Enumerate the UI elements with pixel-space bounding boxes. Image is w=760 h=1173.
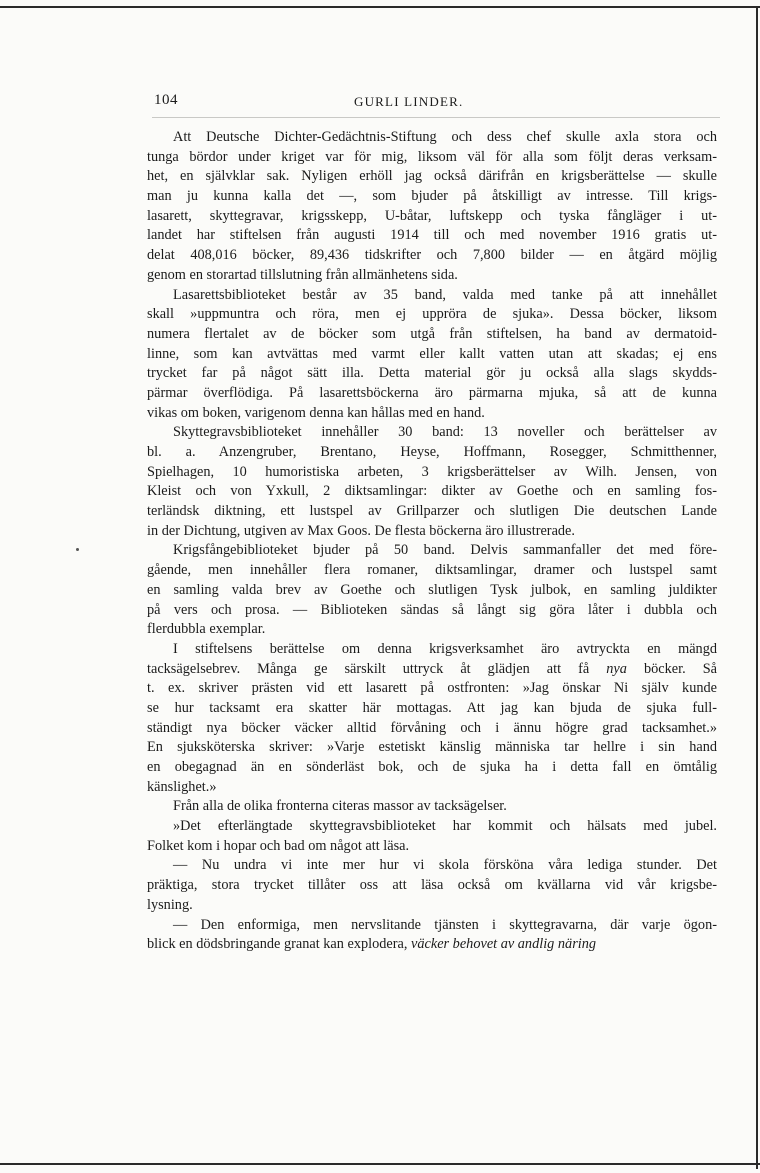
paragraph xyxy=(147,128,717,286)
paragraph xyxy=(147,797,717,817)
text-line: en samling valda brev av Goethe och slutligen Tysk julbok, en samling juldikter xyxy=(147,581,717,598)
text-line: man ju kunna kalla det —, som bjuder på åtskilligt av intresse. Till krigs- xyxy=(147,188,717,205)
paragraph xyxy=(147,916,717,955)
scan-border-right xyxy=(756,6,758,1169)
emphasis: nya xyxy=(606,660,627,677)
scan-border-top xyxy=(0,6,760,8)
text-line: t. ex. skriver prästen vid ett lasarett på ostfronten: »Jag önskar Ni själv kunde xyxy=(147,680,717,697)
text-line: genom en storartad tillslutning från allmänhetens sida. xyxy=(147,266,458,283)
text-line: ständigt nya böcker väcker alltid förvåning och i ännu högre grad tacksamhet.» xyxy=(147,719,717,736)
text-line: bl. a. Anzengruber, Brentano, Heyse, Hoffmann, Rosegger, Schmitthenner, xyxy=(147,444,717,460)
text-line: präktiga, stora trycket tillåter oss att läsa också om kvällarna vid vår krigsbe- xyxy=(147,877,717,894)
text-line: linne, som kan avtvättas med varmt eller kallt vatten utan att skadas; ej ens xyxy=(147,345,717,362)
paragraph xyxy=(147,423,717,541)
text-line: het, en självklar sak. Nyligen erhöll jag också därifrån en krigsberättelse — skulle xyxy=(147,168,717,185)
text-line: gående, men innehåller flera romaner, diktsamlingar, dramer och lustspel samt xyxy=(147,562,717,579)
header-rule xyxy=(152,117,720,118)
text-line: numera flertalet av de böcker som utgå från stiftelsen, ha band av dermatoid- xyxy=(147,325,717,342)
text-line: En sjuksköterska skriver: »Varje estetiskt känslig människa tar hellre i sin hand xyxy=(147,739,717,756)
text-line: Spielhagen, 10 humoristiska arbeten, 3 krigsberättelser av Wilh. Jensen, von xyxy=(147,463,717,480)
text-line: se hur tacksamt era skatter här mottagas. Att jag kan bjuda de sjuka full- xyxy=(147,699,717,716)
text-line: terländsk diktning, ett lustspel av Grillparzer och slutligen Die deutschen Lande xyxy=(147,503,717,520)
emphasis: väcker behovet av andlig näring xyxy=(411,936,597,953)
text-line: blick en dödsbringande granat kan explodera, väcker behovet av andlig näring xyxy=(147,936,597,953)
text-line: tunga bördor under kriget var för mig, liksom väl för alla som följt deras verksam- xyxy=(147,148,717,165)
text-line: — Den enformiga, men nervslitande tjänsten i skyttegravarna, där varje ögon- xyxy=(173,916,717,933)
text-line: trycket far på något sätt illa. Detta material gör ju också alla slags skydds- xyxy=(147,365,717,382)
text-line: Folket kom i hopar och bad om något att läsa. xyxy=(147,837,410,854)
text-line: vikas om boken, varigenom denna kan hållas med en hand. xyxy=(147,404,485,421)
paragraph xyxy=(147,286,717,424)
text-line: I stiftelsens berättelse om denna krigsverksamhet äro avtryckta en mängd xyxy=(173,640,717,657)
text-line: »Det efterlängtade skyttegravsbiblioteket har kommit och hälsats med jubel. xyxy=(173,818,717,835)
text-line: på vers och prosa. — Biblioteken sändas så långt sig göra låter i dubbla och xyxy=(147,601,717,618)
text-line: Skyttegravsbiblioteket innehåller 30 band: 13 noveller och berättelser av xyxy=(173,424,717,441)
text-line: landet har stiftelsen från augusti 1914 till och med november 1916 gratis ut- xyxy=(147,227,717,244)
body-text xyxy=(147,128,717,955)
scan-border-bottom xyxy=(0,1163,760,1165)
text-line: in der Dichtung, utgiven av Max Goos. De flesta böckerna äro illustrerade. xyxy=(147,522,575,539)
text-line: delat 408,016 böcker, 89,436 tidskrifter och 7,800 bilder — en åtgärd möjlig xyxy=(147,247,717,264)
text-line: skall »uppmuntra och röra, men ej uppröra de sjuka». Dessa böcker, liksom xyxy=(147,306,717,323)
paragraph xyxy=(147,541,717,639)
text-line: flerdubbla exemplar. xyxy=(147,621,266,638)
text-line: pärmar överflödiga. På lasarettsböckerna äro pärmarna mjuka, så att de kunna xyxy=(147,384,717,401)
page-number: 104 xyxy=(154,92,178,108)
text-line: Lasarettsbiblioteket består av 35 band, valda med tanke på att innehållet xyxy=(173,286,717,303)
text-line: Kleist och von Yxkull, 2 diktsamlingar: dikter av Goethe och en samling fos- xyxy=(147,483,717,500)
text-line: Från alla de olika fronterna citeras massor av tacksägelser. xyxy=(173,798,507,815)
running-head: GURLI LINDER. xyxy=(354,94,464,109)
text-line: Krigsfångebiblioteket bjuder på 50 band. Delvis sammanfaller det med före- xyxy=(173,542,717,559)
paragraph xyxy=(147,640,717,798)
text-line: — Nu undra vi inte mer hur vi skola försköna våra lediga stunder. Det xyxy=(173,857,717,874)
text-line: lysning. xyxy=(147,896,193,913)
text-line: tacksägelsebrev. Många ge särskilt uttryck åt glädjen att få nya böcker. Så xyxy=(147,660,717,677)
text-line: en obegagnad än en sönderläst bok, och de sjuka ha i detta fall en ömtålig xyxy=(147,759,717,775)
scan-speck xyxy=(76,548,79,551)
text-line: Att Deutsche Dichter-Gedächtnis-Stiftung och dess chef skulle axla stora och xyxy=(173,129,717,145)
paragraph xyxy=(147,856,717,915)
text-line: känslighet.» xyxy=(147,778,217,795)
paragraph xyxy=(147,817,717,856)
text-line: lasarett, skyttegravar, krigsskepp, U-båtar, luftskepp och tyska fångläger i ut- xyxy=(147,207,717,224)
